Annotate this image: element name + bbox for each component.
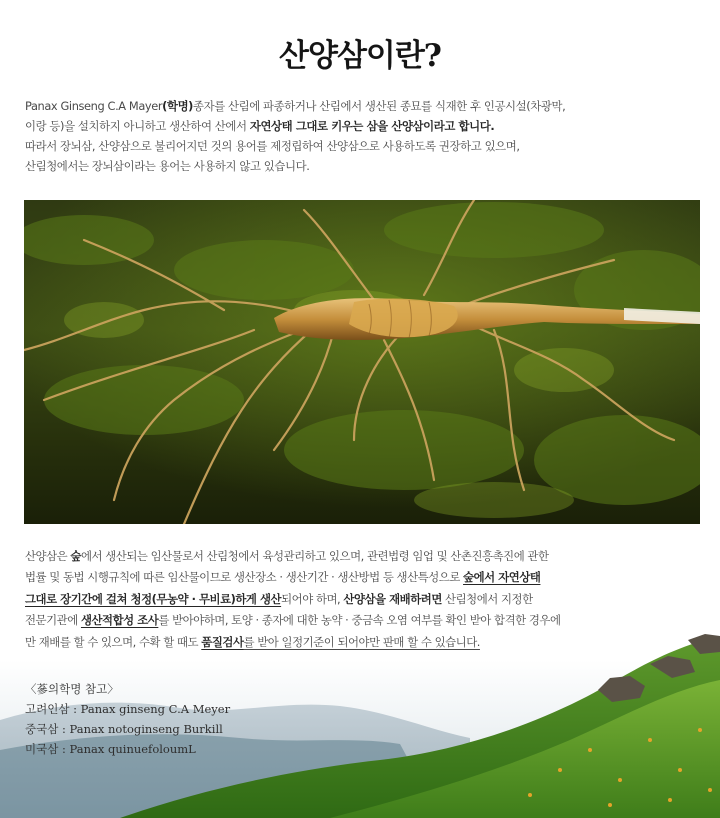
desc-text: 전문기관에 (25, 613, 81, 628)
desc-emphasis: 품질검사 (201, 634, 244, 649)
desc-text: 법률 및 동법 시행규칙에 따른 임산물이므로 생산장소 · 생산기간 · 생산방법 등 생산특성으로 (25, 570, 464, 585)
name-value: Panax notoginseng Burkill (69, 722, 223, 736)
intro-sentence-1: 종자를 산림에 파종하거나 산림에서 생산된 종묘를 식재한 후 인공시설(차광막, (192, 99, 566, 113)
desc-text: 산양삼은 (25, 549, 71, 563)
desc-text: 산림청에서 지정한 (441, 591, 533, 606)
separator: : (58, 742, 70, 756)
name-row-korean (25, 699, 230, 719)
intro-sentence-1b: 이랑 등)을 설치하지 아니하고 생산하여 산에서 (25, 119, 250, 133)
desc-emphasis: 숲에서 자연상태 (463, 570, 541, 585)
desc-emphasis: 그대로 장기간에 걸쳐 청정(무농약 · 무비료)하게 생산 (25, 591, 282, 606)
desc-text: 를 받아야하며, 토양 · 종자에 대한 농약 · 중금속 오염 여부를 확인 받아 합격한 경우에 (158, 613, 561, 628)
ginseng-photo (24, 200, 700, 524)
page-title: 산양삼이란? (279, 38, 441, 74)
separator: : (58, 722, 70, 736)
desc-text: 에서 생산되는 임산물로서 산림청에서 육성관리하고 있으며, 관련법령 임업 및 산촌진흥촉진에 관한 (80, 549, 549, 563)
name-value: Panax ginseng C.A Meyer (80, 702, 231, 716)
desc-text: 를 받아 일정기준이 되어야만 판매 할 수 있습니다. (243, 634, 480, 649)
desc-emphasis: 산양삼을 재배하려면 (343, 591, 442, 606)
name-label: 미국삼 (25, 742, 59, 756)
name-label: 중국삼 (25, 722, 59, 736)
ginseng-root-on-moss-icon (24, 200, 700, 524)
name-value: Panax quinuefoloumL (69, 742, 196, 756)
intro-emphasis: 자연상태 그대로 키우는 삼을 산양삼이라고 합니다. (249, 119, 495, 133)
desc-forest: 숲 (70, 549, 81, 563)
scientific-names-reference (25, 679, 230, 759)
name-row-chinese (25, 719, 230, 739)
separator: : (69, 702, 81, 716)
desc-text: 만 재배를 할 수 있으며, 수확 할 때도 (25, 634, 202, 649)
name-label: 고려인삼 (25, 702, 70, 716)
desc-text: 되어야 하며, (281, 591, 344, 606)
intro-sentence-2: 따라서 장뇌삼, 산양삼으로 불리어지던 것의 용어를 제정립하여 산양삼으로 사용하도록 권장하고 있으며, (25, 139, 520, 153)
reference-heading: 〈蔘의학명 참고〉 (25, 682, 119, 696)
latin-name: Panax Ginseng C.A Mayer (25, 99, 163, 113)
intro-sentence-3: 산림청에서는 장뇌삼이라는 용어는 사용하지 않고 있습니다. (25, 159, 310, 173)
intro-text (25, 96, 705, 176)
latin-name-note: (학명) (162, 99, 193, 113)
desc-emphasis: 생산적합성 조사 (80, 613, 159, 628)
name-row-american (25, 739, 230, 759)
